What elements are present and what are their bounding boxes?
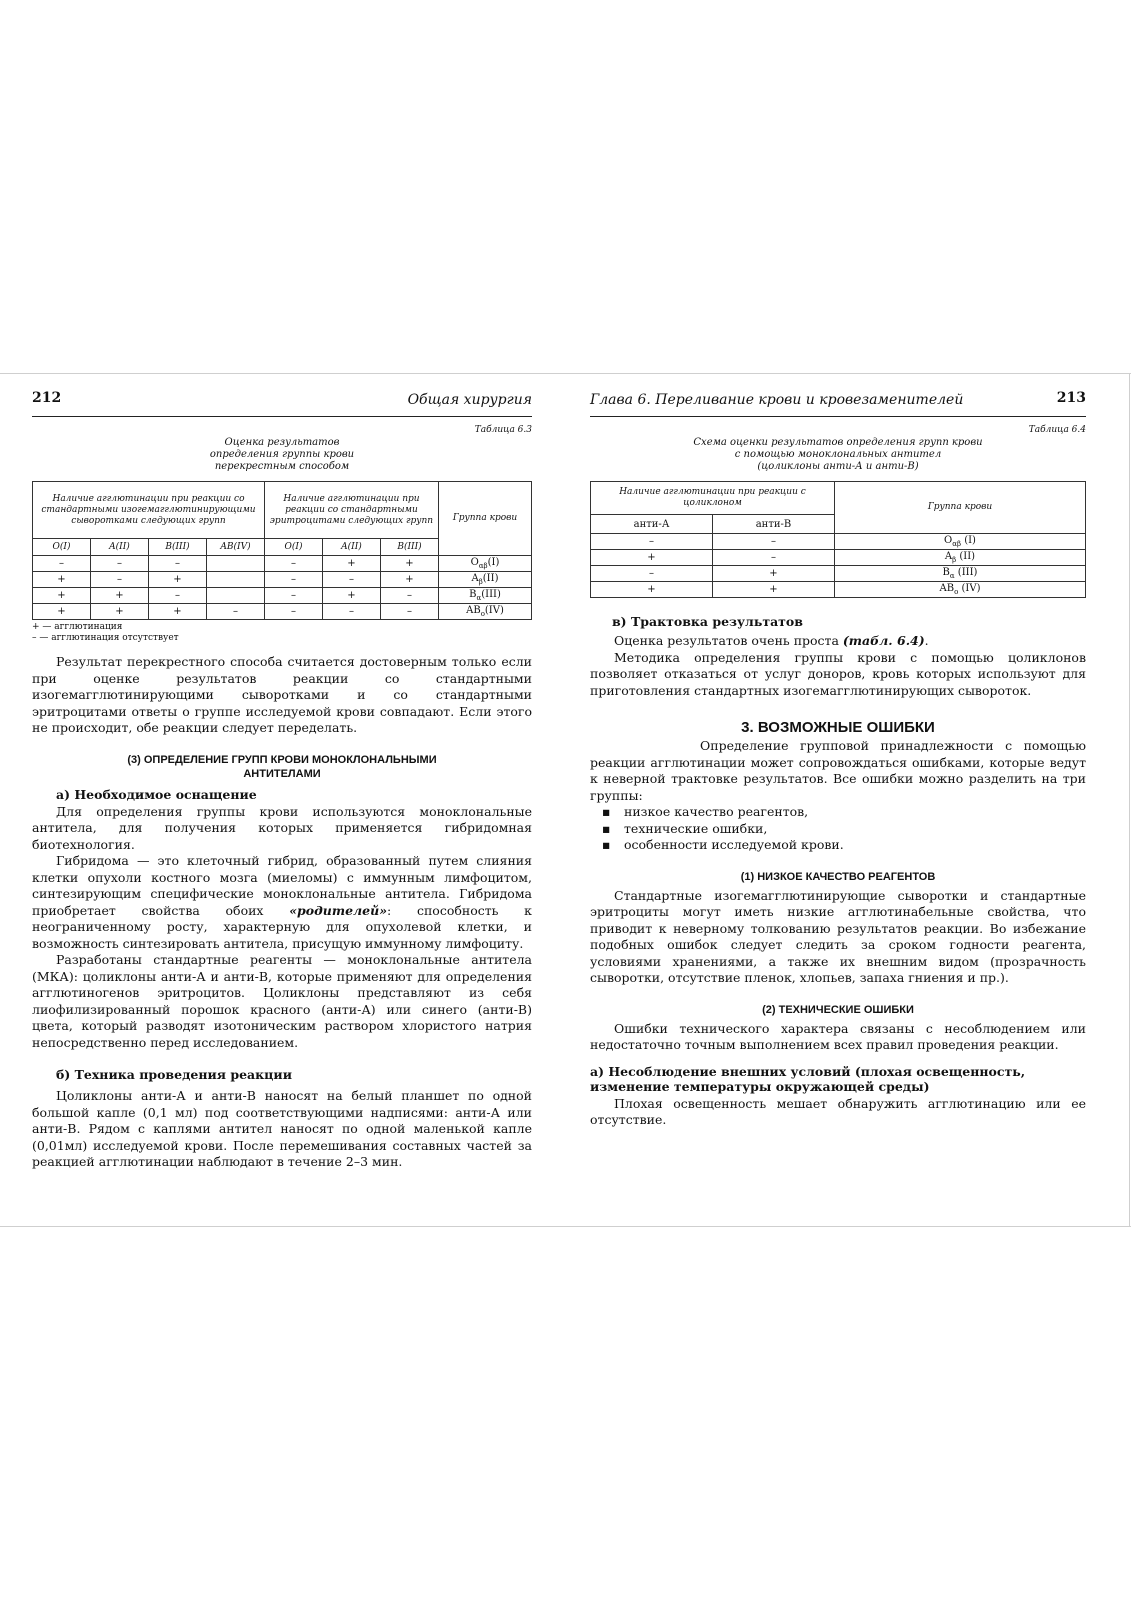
caption-line: Оценка результатов xyxy=(224,437,340,448)
table-cell: – xyxy=(149,556,207,572)
group-subscript: αβ xyxy=(478,562,488,570)
table-caption-6-4 xyxy=(590,437,1086,473)
table-cell: – xyxy=(265,588,323,604)
blood-group-cell xyxy=(835,550,1086,566)
table-cell: + xyxy=(381,572,439,588)
table-cell: + xyxy=(323,588,381,604)
table-cell: – xyxy=(381,604,439,620)
table-label-6-4: Таблица 6.4 xyxy=(1028,425,1086,435)
subheading: а) Необходимое оснащение xyxy=(56,786,257,802)
group-letter: O xyxy=(944,535,953,546)
table-label-6-3: Таблица 6.3 xyxy=(474,425,532,435)
section-heading-3: 3. ВОЗМОЖНЫЕ ОШИБКИ xyxy=(741,719,935,736)
table-cell xyxy=(207,588,265,604)
table-cell: – xyxy=(381,588,439,604)
table-group-header: Наличие агглютинации при реакции со стандартными эритроцитами следующих групп xyxy=(265,482,439,539)
group-letter: B xyxy=(469,589,477,600)
table-cell: + xyxy=(591,582,713,598)
paragraph: Результат перекрестного способа считается достоверным только если при оценке результатов реакции со стандартными изогемагглютинирующими сыворотками и со стандартными эритроцитами ответы о группе исследуемой крови совпадают. Если этого не происходит, обе реакции следует переделать. xyxy=(32,654,532,735)
group-roman: (I) xyxy=(487,557,500,568)
emphasis: (табл. 6.4) xyxy=(842,633,925,648)
table-cell: + xyxy=(149,604,207,620)
legend-line: + — агглютинация xyxy=(32,622,123,632)
table-cell: + xyxy=(591,550,713,566)
table-row xyxy=(33,556,532,572)
table-row xyxy=(33,588,532,604)
caption-line: определения группы крови xyxy=(209,449,355,460)
table-subheader: O(I) xyxy=(265,539,323,556)
table-cell: + xyxy=(713,582,835,598)
table-cell: – xyxy=(265,556,323,572)
emphasis: «родителей» xyxy=(289,902,388,918)
paragraph: Для определения группы крови используются моноклональные антитела, для получения которых применяется гибридомная биотехнология. xyxy=(32,803,532,852)
table-subheader: анти-В xyxy=(713,515,835,534)
page-number-right: 213 xyxy=(1056,390,1086,406)
group-roman: (II) xyxy=(482,573,499,584)
spread-right-edge xyxy=(1129,373,1130,1227)
table-subheader: AB(IV) xyxy=(207,539,265,556)
section-heading: (2) ТЕХНИЧЕСКИЕ ОШИБКИ xyxy=(762,1003,914,1016)
table-cell: + xyxy=(33,572,91,588)
caption-line: Схема оценки результатов определения групп крови xyxy=(693,437,983,448)
group-subscript: α xyxy=(949,572,955,580)
list-item: ▪ низкое качество реагентов, xyxy=(626,804,1086,821)
table-subheader: анти-А xyxy=(591,515,713,534)
paragraph: Цоликлоны анти-А и анти-В наносят на белый планшет по одной большой капле (0,1 мл) под соответствующими надписями: анти-А или анти-В. Рядом с каплями антител наносят по одной маленькой капле (0,01мл) исследуемой крови. После перемешивания составных частей за реакцией агглютинации наблюдают в течение 2–3 мин. xyxy=(32,1088,532,1169)
caption-line: с помощью моноклональных антител xyxy=(734,449,942,460)
table-cell: + xyxy=(91,604,149,620)
group-subscript: αβ xyxy=(952,540,962,548)
table-cell: + xyxy=(323,556,381,572)
table-cell: – xyxy=(323,604,381,620)
list-item: ▪ особенности исследуемой крови. xyxy=(626,837,1086,854)
blood-group-cell xyxy=(439,588,532,604)
group-subscript: β xyxy=(478,578,483,586)
table-cell: – xyxy=(323,572,381,588)
group-subscript: o xyxy=(954,588,959,596)
table-cell: – xyxy=(207,604,265,620)
group-subscript: β xyxy=(952,556,957,564)
group-letter: B xyxy=(942,567,950,578)
caption-line: перекрестным способом xyxy=(214,461,350,472)
caption-line: (цоликлоны анти-А и анти-В) xyxy=(757,461,919,472)
group-subscript: o xyxy=(480,610,485,618)
section-heading: (3) ОПРЕДЕЛЕНИЕ ГРУПП КРОВИ МОНОКЛОНАЛЬНЫМИ АНТИТЕЛАМИ xyxy=(127,753,437,780)
table-row xyxy=(591,534,1086,550)
group-letter: A xyxy=(944,551,953,562)
table-6-4 xyxy=(590,481,1086,598)
table-subheader: O(I) xyxy=(33,539,91,556)
right-header xyxy=(590,390,1086,417)
paragraph: Методика определения группы крови с помощью цоликлонов позволяет отказаться от услуг доноров, кровь которых используют для приготовления стандартных изогемагглютинирующих сывороток. xyxy=(590,649,1086,698)
table-result-header: Группа крови xyxy=(439,482,532,556)
table-cell: + xyxy=(713,566,835,582)
table-cell: + xyxy=(91,588,149,604)
table-row xyxy=(591,582,1086,598)
error-groups-list xyxy=(590,804,1086,854)
table-cell: – xyxy=(149,588,207,604)
left-page xyxy=(32,390,532,1171)
table-row xyxy=(591,550,1086,566)
group-letter: A xyxy=(471,573,479,584)
blood-group-cell xyxy=(835,534,1086,550)
text-span: Гибридома — это клеточный гибрид, образованный путем слияния клетки опухоли костного мозга (миеломы) с иммунным лимфоцитом, синтезирующим специфические моноклональные антитела. Гибридома приобретает свойства обоих xyxy=(32,853,532,918)
table-row xyxy=(591,566,1086,582)
group-roman: (III) xyxy=(481,589,501,600)
paragraph: Стандартные изогемагглютинирующие сыворотки и стандартные эритроциты могут иметь низкие агглютинабельные свойства, что приводит к неверному толкованию результатов реакции. Во избежание подобных ошибок следует следить за сроком годности реагента, условиями хранениями, а также их внешним видом (прозрачность сыворотки, отсутствие пленок, хлопьев, запаха гниения и пр.). xyxy=(590,887,1086,985)
blood-group-cell xyxy=(439,572,532,588)
group-subscript: α xyxy=(476,594,482,602)
paragraph xyxy=(32,853,532,952)
subheading: б) Техника проведения реакции xyxy=(56,1067,292,1082)
page-number-left: 212 xyxy=(32,390,62,406)
table-cell xyxy=(207,556,265,572)
table-subheader: A(II) xyxy=(323,539,381,556)
table-cell: – xyxy=(91,572,149,588)
table-result-header: Группа крови xyxy=(835,482,1086,534)
table-group-header: Наличие агглютинации при реакции со стандартными изогемагглютинирующими сыворотками следующих групп xyxy=(33,482,265,539)
table-cell xyxy=(207,572,265,588)
left-header xyxy=(32,390,532,417)
table-6-3 xyxy=(32,481,532,620)
text-span: Оценка результатов очень проста xyxy=(614,633,843,648)
table-cell: – xyxy=(713,534,835,550)
group-letter: AB xyxy=(466,605,481,616)
table-cell: – xyxy=(591,534,713,550)
table-subheader: A(II) xyxy=(91,539,149,556)
paragraph: Определение групповой принадлежности с помощью реакции агглютинации может сопровождаться ошибками, которые ведут к неверной трактовке результатов. Все ошибки можно разделить на три группы: xyxy=(590,738,1086,803)
table-cell: – xyxy=(265,572,323,588)
table-subheader: B(III) xyxy=(149,539,207,556)
table-cell: – xyxy=(591,566,713,582)
table-cell: – xyxy=(91,556,149,572)
group-roman: (II) xyxy=(956,551,976,562)
subheading: в) Трактовка результатов xyxy=(612,614,803,629)
group-roman: (III) xyxy=(954,567,978,578)
group-letter: AB xyxy=(939,583,955,594)
group-letter: O xyxy=(470,557,479,568)
subheading: а) Несоблюдение внешних условий (плохая освещенность, изменение температуры окружающей среды) xyxy=(590,1063,1026,1094)
text-span: : способность к неограниченному росту, характерную для опухолевой клетки, и возможность синтезировать антитела, присущую иммунному лимфоциту. xyxy=(32,902,532,951)
table-cell: + xyxy=(149,572,207,588)
spread-top-edge xyxy=(0,373,1131,374)
blood-group-cell xyxy=(835,566,1086,582)
section-heading: (1) НИЗКОЕ КАЧЕСТВО РЕАГЕНТОВ xyxy=(740,870,936,883)
table-group-header: Наличие агглютинации при реакции с цоликлоном xyxy=(591,482,835,515)
blood-group-cell xyxy=(439,604,532,620)
group-roman: (I) xyxy=(961,535,976,546)
paragraph xyxy=(590,633,1086,650)
table-legend xyxy=(32,622,532,644)
group-roman: (IV) xyxy=(958,583,981,594)
blood-group-cell xyxy=(835,582,1086,598)
table-cell: – xyxy=(33,556,91,572)
list-item: ▪ технические ошибки, xyxy=(626,821,1086,838)
spread-bottom-edge xyxy=(0,1226,1131,1227)
table-caption-6-3 xyxy=(32,437,532,473)
table-row xyxy=(33,604,532,620)
table-cell: + xyxy=(33,588,91,604)
paragraph: Плохая освещенность мешает обнаружить агглютинацию или ее отсутствие. xyxy=(590,1095,1086,1127)
legend-line: – — агглютинация отсутствует xyxy=(32,633,179,643)
blood-group-cell xyxy=(439,556,532,572)
table-subheader: B(III) xyxy=(381,539,439,556)
running-title-right: Глава 6. Переливание крови и кровезаменителей xyxy=(590,392,964,408)
table-cell: – xyxy=(265,604,323,620)
paragraph: Разработаны стандартные реагенты — моноклональные антитела (МКА): цоликлоны анти-А и анти-В, которые применяют для определения агглютиногенов эритроцитов. Цоликлоны представляют из себя лиофилизированный порошок красного (анти-А) или синего (анти-В) цвета, который разводят изотоническим раствором хлористого натрия непосредственно перед исследованием. xyxy=(32,952,532,1050)
running-title-left: Общая хирургия xyxy=(407,392,532,408)
right-page xyxy=(590,390,1086,1129)
table-cell: + xyxy=(381,556,439,572)
table-cell: – xyxy=(713,550,835,566)
table-cell: + xyxy=(33,604,91,620)
paragraph: Ошибки технического характера связаны с несоблюдением или недостаточно точным выполнением всех правил проведения реакции. xyxy=(590,1020,1086,1052)
group-roman: (IV) xyxy=(484,605,504,616)
table-row xyxy=(33,572,532,588)
text-span: . xyxy=(924,633,929,648)
